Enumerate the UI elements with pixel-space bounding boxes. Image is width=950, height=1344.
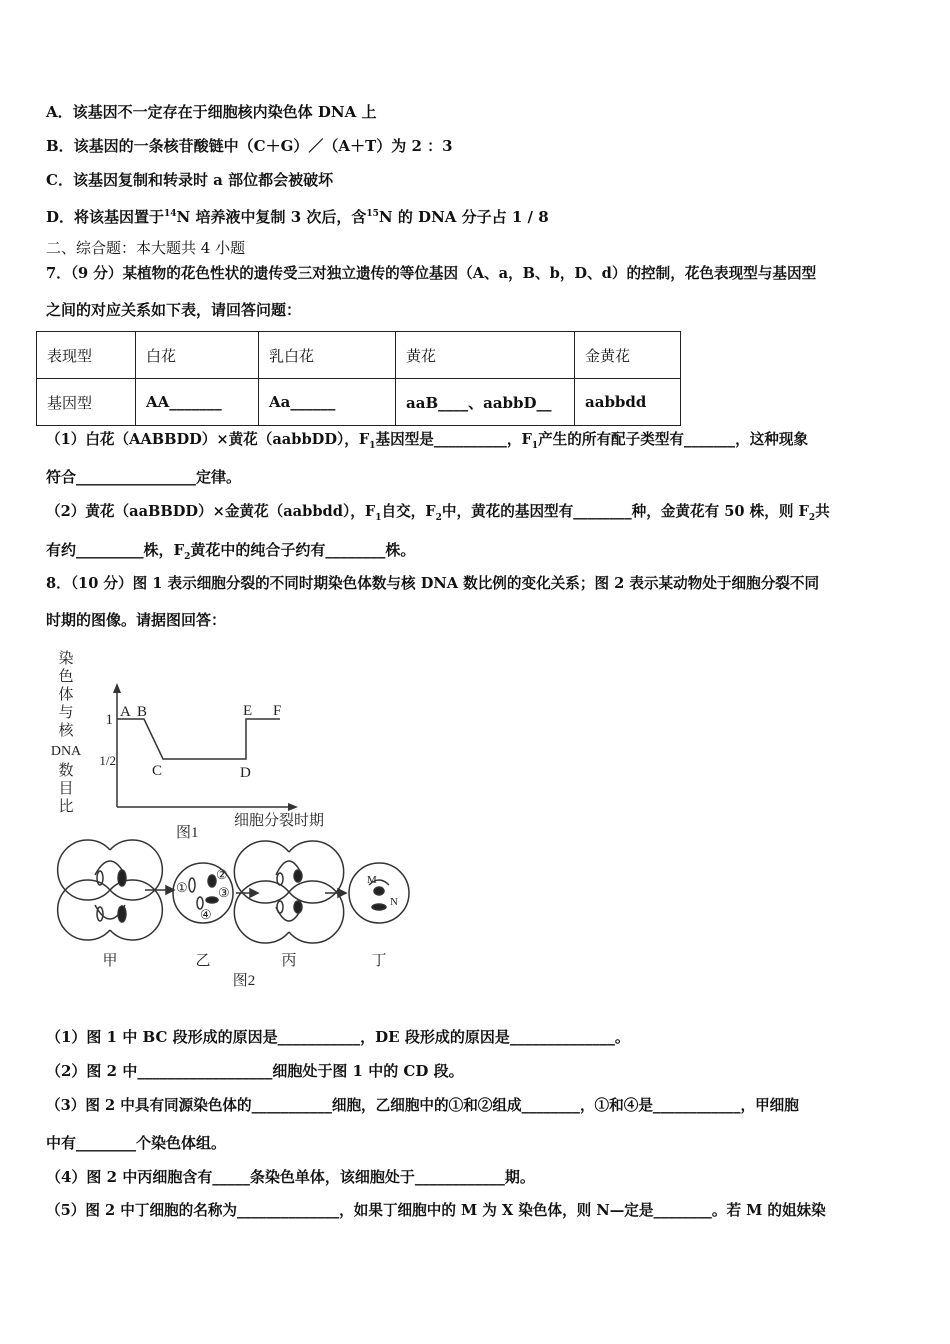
table-cell: 黄花	[396, 332, 575, 379]
y-label-char: 目	[58, 781, 74, 797]
y-label-char: DNA	[50, 744, 82, 759]
cell-name-jia: 甲	[102, 953, 118, 969]
table-cell: Aa______	[259, 379, 396, 426]
q8-sub5: （5）图 2 中丁细胞的名称为______________，如果丁细胞中的 M 为 X 染色体，则 N—定是________。若 M 的姐妹染	[46, 1202, 826, 1219]
table-cell: AA_______	[136, 379, 259, 426]
option-a: A．该基因不一定存在于细胞核内染色体 DNA 上	[46, 103, 377, 121]
label-1: ①	[176, 880, 188, 895]
chromosome	[294, 901, 302, 913]
ratio-curve	[117, 719, 280, 759]
option-d: D．将该基因置于$^{14}$N 培养液中复制 3 次后，含$^{15}$N 的 DNA 分子占 1 / 8	[46, 208, 549, 226]
point-label-e: E	[243, 703, 253, 719]
y-label-char: 核	[58, 723, 74, 739]
x-axis-arrow	[288, 803, 298, 811]
point-label-c: C	[152, 763, 163, 779]
label-m: M	[367, 874, 377, 886]
option-c: C．该基因复制和转录时 a 部位都会被破坏	[46, 171, 334, 189]
chromosome	[277, 873, 283, 885]
chromosome	[118, 906, 126, 922]
q8-sub1: （1）图 1 中 BC 段形成的原因是___________，DE 段形成的原因是______________。	[46, 1028, 630, 1046]
q8-stem-line1: 8．（10 分）图 1 表示细胞分裂的不同时期染色体数与核 DNA 数比例的变化关系；图 2 表示某动物处于细胞分裂不同	[46, 575, 820, 592]
point-label-a: A	[120, 704, 131, 720]
dividing-membrane	[58, 840, 110, 940]
table-cell: 基因型	[37, 379, 136, 426]
figure-2-caption: 图2	[232, 973, 256, 989]
table-cell: 乳白花	[259, 332, 396, 379]
q8-sub3-line1: （3）图 2 中具有同源染色体的___________细胞，乙细胞中的①和②组成________，①和④是____________，甲细胞	[46, 1097, 799, 1114]
chromosome	[118, 870, 126, 886]
y-axis-label	[51, 649, 82, 815]
table-row	[37, 332, 681, 379]
y-axis-arrow	[113, 683, 121, 693]
table-cell: 表现型	[37, 332, 136, 379]
section-heading: 二、综合题：本大题共 4 小题	[46, 239, 246, 257]
chromosome	[294, 870, 302, 882]
y-label-char: 染	[58, 651, 74, 667]
q7-stem-line1: 7．（9 分）某植物的花色性状的遗传受三对独立遗传的等位基因（A、a，B、b，D、d）的控制，花色表现型与基因型	[46, 265, 817, 282]
q7-part1-line1: （1）白花（AABBDD）×黄花（aabbDD），$F_1$基因型是__________，$F_1$产生的所有配子类型有_______，这种现象	[46, 431, 809, 451]
cell-name-yi: 乙	[195, 953, 211, 969]
x-axis-label: 细胞分裂时期	[234, 813, 325, 829]
figure-1-ratio-graph	[51, 649, 324, 841]
table-cell: aaB____、aabbD__	[396, 379, 575, 426]
chromosome	[277, 901, 283, 913]
point-label-f: F	[273, 703, 282, 719]
table-cell: 金黄花	[575, 332, 681, 379]
y-label-char: 比	[58, 799, 74, 815]
point-label-d: D	[240, 765, 251, 781]
cell-name-ding: 丁	[371, 953, 387, 969]
option-b: B．该基因的一条核苷酸链中（C＋G）／（A＋T）为 2 ：3	[46, 137, 453, 155]
q8-sub4: （4）图 2 中丙细胞含有_____条染色单体，该细胞处于____________期。	[46, 1168, 535, 1186]
y-label-char: 体	[58, 687, 74, 703]
figure-2-cell-images	[58, 840, 409, 989]
dividing-membrane	[234, 841, 289, 943]
q7-part1-line2: 符合________________定律。	[46, 468, 242, 486]
dividing-membrane	[289, 841, 344, 943]
q8-sub2: （2）图 2 中__________________细胞处于图 1 中的 CD 段。	[46, 1062, 464, 1080]
q7-part2-line1: （2）黄花（aaBBDD）×金黄花（aabbdd），$F_1$自交，$F_2$中，黄花的基因型有________种，金黄花有 50 株，则 $F_2$共	[46, 503, 830, 523]
cell-ding	[349, 863, 409, 923]
cell-yi	[173, 863, 233, 923]
chromosome	[372, 904, 386, 910]
chromosome	[189, 878, 195, 892]
cell-name-bing: 丙	[281, 953, 297, 969]
y-label-char: 与	[58, 705, 74, 721]
label-3: ③	[218, 885, 230, 900]
arrow-head	[250, 889, 258, 897]
arrow-head	[338, 889, 346, 897]
figure-1-caption: 图1	[176, 825, 199, 841]
table-cell: aabbdd	[575, 379, 681, 426]
chromosome	[374, 887, 384, 895]
q8-stem-line2: 时期的图像。请据图回答：	[46, 611, 227, 629]
y-label-char: 色	[58, 669, 74, 685]
q8-sub3-line2: 中有________个染色体组。	[46, 1134, 227, 1152]
label-2: ②	[216, 867, 228, 882]
chromosome	[208, 875, 216, 887]
genotype-table	[36, 331, 681, 426]
chromosome	[206, 897, 218, 903]
label-n: N	[390, 896, 398, 908]
q7-part2-line2: 有约_________株，$F_2$黄花中的纯合子约有________株。	[46, 541, 416, 562]
point-label-b: B	[137, 704, 148, 720]
label-4: ④	[200, 907, 212, 922]
chromosome	[97, 907, 103, 921]
tick-label-1: 1	[105, 712, 113, 728]
tick-label-half: 1/2	[99, 753, 116, 768]
table-row	[37, 379, 681, 426]
table-cell: 白花	[136, 332, 259, 379]
figure-area	[40, 645, 420, 995]
y-label-char: 数	[58, 763, 74, 779]
q7-stem-line2: 之间的对应关系如下表，请回答问题：	[46, 301, 302, 319]
